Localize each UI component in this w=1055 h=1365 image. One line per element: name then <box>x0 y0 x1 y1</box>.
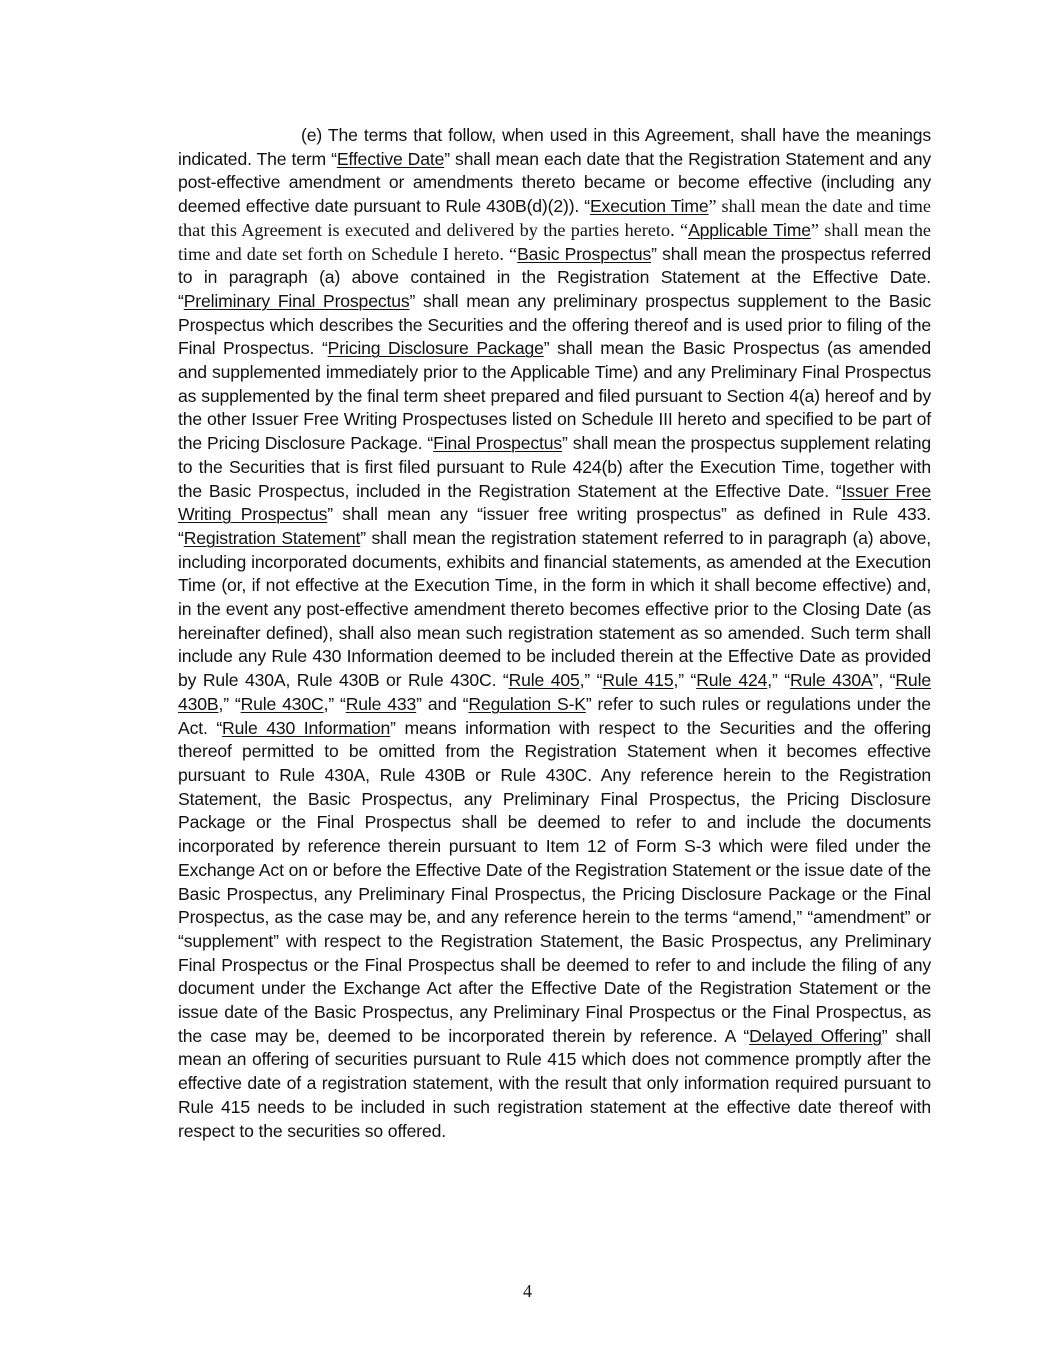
defined-term-issuer-free-writing-prospectus: Issuer Free Writing Prospectus <box>178 480 931 525</box>
paragraph-text: ” shall mean each date that the Registration Statement and any post-effective amendment or amendments thereto became or become effective (including any deemed effective date pursuant to Rule 430B(d)(2)). “ <box>178 148 931 217</box>
paragraph-text: ” shall mean the time and date set forth on Schedule I hereto. “ <box>178 219 932 264</box>
defined-term-execution-time: Execution Time <box>589 196 709 217</box>
paragraph-text: ” shall mean an offering of securities pursuant to Rule 415 which does not commence promptly after the effective date of a registration statement, with the result that only information required pursuant to Rule 415 needs to be included in such registration statement at the effective date thereof with respect to the securities so offered. <box>178 1025 931 1141</box>
defined-term-regulation-s-k: Regulation S-K <box>468 693 586 714</box>
paragraph-text: ,” “ <box>579 670 603 691</box>
paragraph-text: ” and “ <box>416 693 469 714</box>
defined-term-rule-415: Rule 415 <box>602 670 674 691</box>
paragraph-text: (e) The terms that follow, when used in this Agreement, shall have the meanings indicated. The term “ <box>178 125 931 169</box>
defined-term-rule-430b: Rule 430B <box>178 670 931 714</box>
paragraph-text: ,” “ <box>767 670 790 691</box>
defined-term-rule-405: Rule 405 <box>508 670 580 691</box>
paragraph-text: ,” “ <box>323 693 346 714</box>
paragraph-text: ,” “ <box>673 670 697 691</box>
paragraph-text: ” shall mean any preliminary prospectus supplement to the Basic Prospectus which describes the Securities and the offering thereof and is used prior to filing of the Final Prospectus. “ <box>178 290 931 359</box>
defined-term-applicable-time: Applicable Time <box>688 219 811 240</box>
paragraph-text: ” shall mean the Basic Prospectus (as amended and supplemented immediately prior to the Applicable Time) and any Preliminary Final Prospectus as supplemented by the final term sheet prepared and filed pursuant to Section 4(a) hereof and by the other Issuer Free Writing Prospectuses listed on Schedule III hereto and specified to be part of the Pricing Disclosure Package. “ <box>178 338 931 454</box>
paragraph-text: ” refer to such rules or regulations under the Act. “ <box>178 693 931 738</box>
paragraph-text: ” shall mean the prospectus referred to in paragraph (a) above contained in the Registration Statement at the Effective Date. “ <box>178 243 931 311</box>
paragraph-text: ” shall mean any “issuer free writing prospectus” as defined in Rule 433. “ <box>178 504 931 548</box>
definitions-paragraph <box>178 124 931 1143</box>
defined-term-rule-430-information: Rule 430 Information <box>222 717 391 738</box>
paragraph-text: ” shall mean the registration statement referred to in paragraph (a) above, including incorporated documents, exhibits and financial statements, as amended at the Execution Time (or, if not effective at the Execution Time, in the form in which it shall become effective) and, in the event any post-effective amendment thereto becomes effective prior to the Closing Date (as hereinafter defined), shall also mean such registration statement as so amended. Such term shall include any Rule 430 Information deemed to be included therein at the Effective Date as provided by Rule 430A, Rule 430B or Rule 430C. “ <box>178 527 931 691</box>
defined-term-rule-430a: Rule 430A <box>789 670 873 691</box>
defined-term-effective-date: Effective Date <box>336 148 445 169</box>
defined-term-rule-433: Rule 433 <box>345 693 417 714</box>
page-number: 4 <box>523 1281 532 1301</box>
defined-term-rule-430c: Rule 430C <box>240 693 324 714</box>
defined-term-pricing-disclosure-package: Pricing Disclosure Package <box>327 338 544 359</box>
defined-term-basic-prospectus: Basic Prospectus <box>517 243 652 264</box>
paragraph-text: ”, “ <box>872 670 896 691</box>
paragraph-text: ,” “ <box>218 693 241 714</box>
paragraph-text: ” shall mean the date and time that this Agreement is executed and delivered by the parties hereto. “ <box>178 196 931 240</box>
defined-term-final-prospectus: Final Prospectus <box>433 433 563 454</box>
paragraph-text: ” means information with respect to the Securities and the offering thereof permitted to be omitted from the Registration Statement when it becomes effective pursuant to Rule 430A, Rule 430B or Rule 430C. Any reference herein to the Registration Statement, the Basic Prospectus, any Preliminary Final Prospectus, the Pricing Disclosure Package or the Final Prospectus shall be deemed to refer to and include the documents incorporated by reference therein pursuant to Item 12 of Form S-3 which were filed under the Exchange Act on or before the Effective Date of the Registration Statement or the issue date of the Basic Prospectus, any Preliminary Final Prospectus, the Pricing Disclosure Package or the Final Prospectus, as the case may be, and any reference herein to the terms “amend,” “amendment” or “supplement” with respect to the Registration Statement, the Basic Prospectus, any Preliminary Final Prospectus or the Final Prospectus shall be deemed to refer to and include the filing of any document under the Exchange Act after the Effective Date of the Registration Statement or the issue date of the Basic Prospectus, any Preliminary Final Prospectus or the Final Prospectus, as the case may be, deemed to be incorporated therein by reference. A “ <box>178 717 932 1046</box>
defined-term-preliminary-final-prospectus: Preliminary Final Prospectus <box>183 290 410 311</box>
defined-term-registration-statement: Registration Statement <box>183 527 361 548</box>
defined-term-rule-424: Rule 424 <box>696 670 768 691</box>
paragraph-text: ” shall mean the prospectus supplement relating to the Securities that is first filed pursuant to Rule 424(b) after the Execution Time, together with the Basic Prospectus, included in the Registration Statement at the Effective Date. “ <box>178 433 932 501</box>
defined-term-delayed-offering: Delayed Offering <box>749 1025 882 1046</box>
